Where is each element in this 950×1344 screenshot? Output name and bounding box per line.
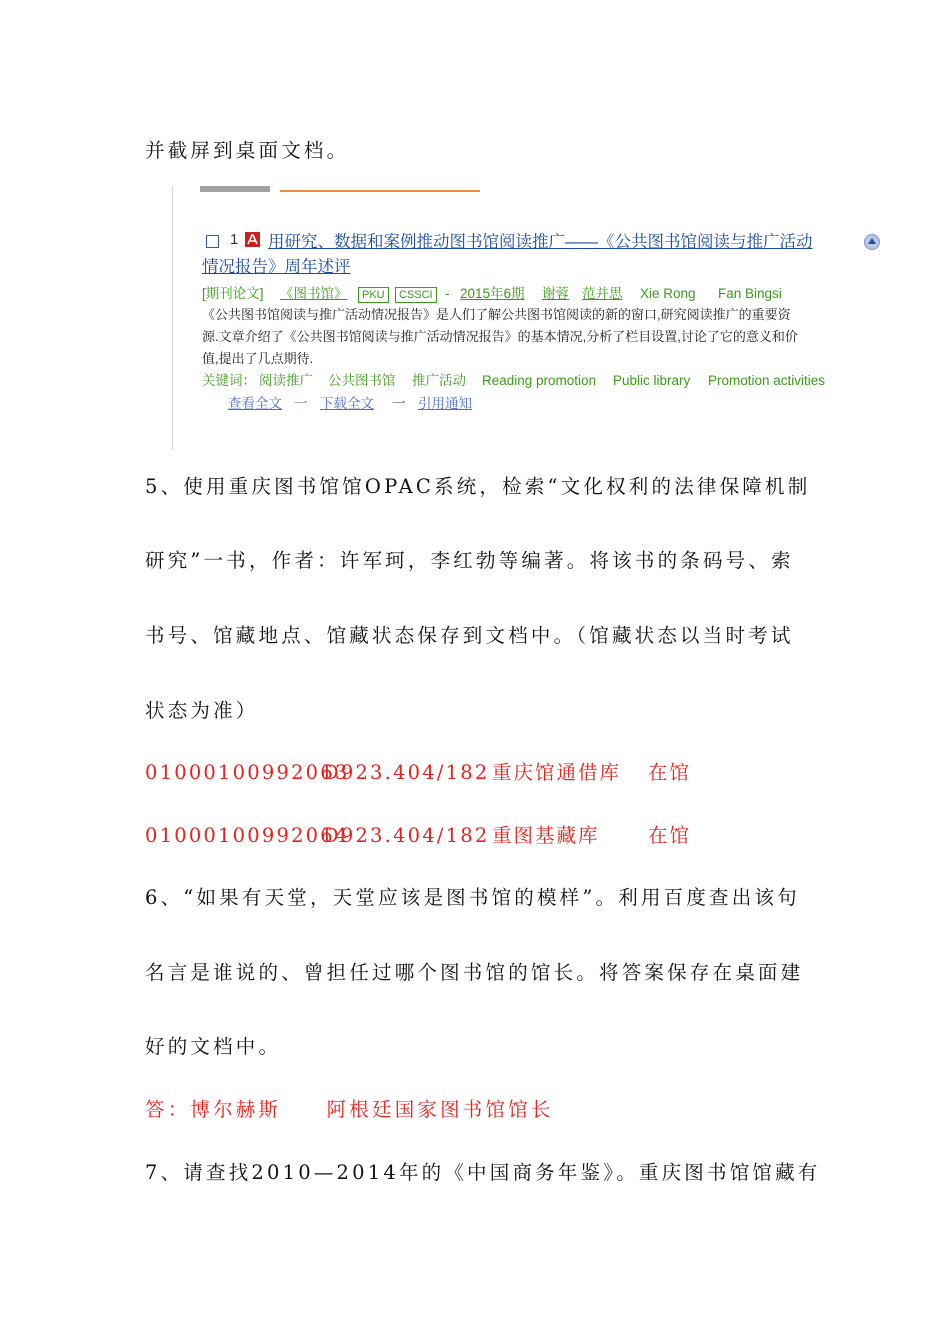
keyword-link[interactable]: 公共图书馆 <box>328 373 396 388</box>
author-en: Fan Bingsi <box>718 286 782 301</box>
issue-link[interactable]: 2015年6期 <box>460 286 525 301</box>
q5-line: 书号、馆藏地点、馆藏状态保存到文档中。（馆藏状态以当时考试 <box>145 624 794 647</box>
cssci-badge: CSSCI <box>395 287 437 303</box>
keyword-link[interactable]: 推广活动 <box>412 373 466 388</box>
q7-line: 7、请查找2010—2014年的《中国商务年鉴》。重庆图书馆馆藏有 <box>145 1161 821 1184</box>
result-title-cont[interactable]: 情况报告》周年述评 <box>202 258 351 276</box>
abstract-line: 《公共图书馆阅读与推广活动情况报告》是人们了解公共图书馆阅读的新的窗口,研究阅读推广的重要资 <box>202 307 791 322</box>
cropped-header <box>200 186 480 194</box>
location: 重庆馆通借库 <box>492 761 622 784</box>
abstract-line: 源.文章介绍了《公共图书馆阅读与推广活动情况报告》的基本情况,分析了栏目设置,讨论了它的意义和价 <box>202 329 798 344</box>
location: 重图基藏库 <box>492 824 600 847</box>
q6-line: 好的文档中。 <box>145 1035 282 1058</box>
q5-line: 5、使用重庆图书馆馆OPAC系统，检索“文化权利的法律保障机制 <box>145 475 811 498</box>
author-link[interactable]: 谢蓉 <box>542 286 569 301</box>
view-fulltext-link[interactable]: 查看全文 <box>228 396 282 411</box>
cite-notice-link[interactable]: 引用通知 <box>418 396 472 411</box>
barcode: 01000100992063 <box>145 761 350 784</box>
journal-link[interactable]: 《图书馆》 <box>280 286 348 301</box>
q6-line: 名言是谁说的、曾担任过哪个图书馆的馆长。将答案保存在桌面建 <box>145 961 804 984</box>
author-link[interactable]: 范并思 <box>582 286 623 301</box>
q6-line: 6、“如果有天堂，天堂应该是图书馆的模样”。利用百度查出该句 <box>145 886 800 909</box>
result-checkbox[interactable] <box>206 235 219 248</box>
search-result-screenshot <box>172 186 892 454</box>
barcode: 01000100992064 <box>145 824 350 847</box>
status: 在馆 <box>648 761 692 784</box>
link-separator: 一 <box>392 396 406 411</box>
keyword-link[interactable]: Reading promotion <box>482 373 597 388</box>
keywords-label: 关键词： <box>202 373 256 388</box>
pdf-icon[interactable] <box>245 232 260 247</box>
call-number: D923.404/182 <box>323 761 490 784</box>
q5-line: 研究”一书，作者：许军珂，李红勃等编著。将该书的条码号、索 <box>145 549 794 572</box>
download-fulltext-link[interactable]: 下载全文 <box>320 396 374 411</box>
divider <box>172 186 173 450</box>
pku-badge: PKU <box>358 287 389 303</box>
q5-line: 状态为准） <box>145 699 259 722</box>
result-index: 1 <box>230 231 239 248</box>
meta-dash: - <box>445 286 450 301</box>
link-separator: 一 <box>294 396 308 411</box>
status: 在馆 <box>648 824 692 847</box>
doc-type: [期刊论文] <box>202 286 264 301</box>
author-en: Xie Rong <box>640 286 696 301</box>
q6-answer: 答：博尔赫斯 阿根廷国家图书馆馆长 <box>145 1098 554 1121</box>
intro-line: 并截屏到桌面文档。 <box>145 139 350 162</box>
collapse-arrow-icon[interactable] <box>864 234 880 250</box>
keyword-link[interactable]: 阅读推广 <box>259 373 313 388</box>
result-title[interactable]: 用研究、数据和案例推动图书馆阅读推广——《公共图书馆阅读与推广活动 <box>268 233 813 251</box>
call-number: D923.404/182 <box>323 824 490 847</box>
abstract-line: 值,提出了几点期待. <box>202 351 314 366</box>
keyword-link[interactable]: Public library <box>613 373 691 388</box>
keyword-link[interactable]: Promotion activities <box>708 373 826 388</box>
